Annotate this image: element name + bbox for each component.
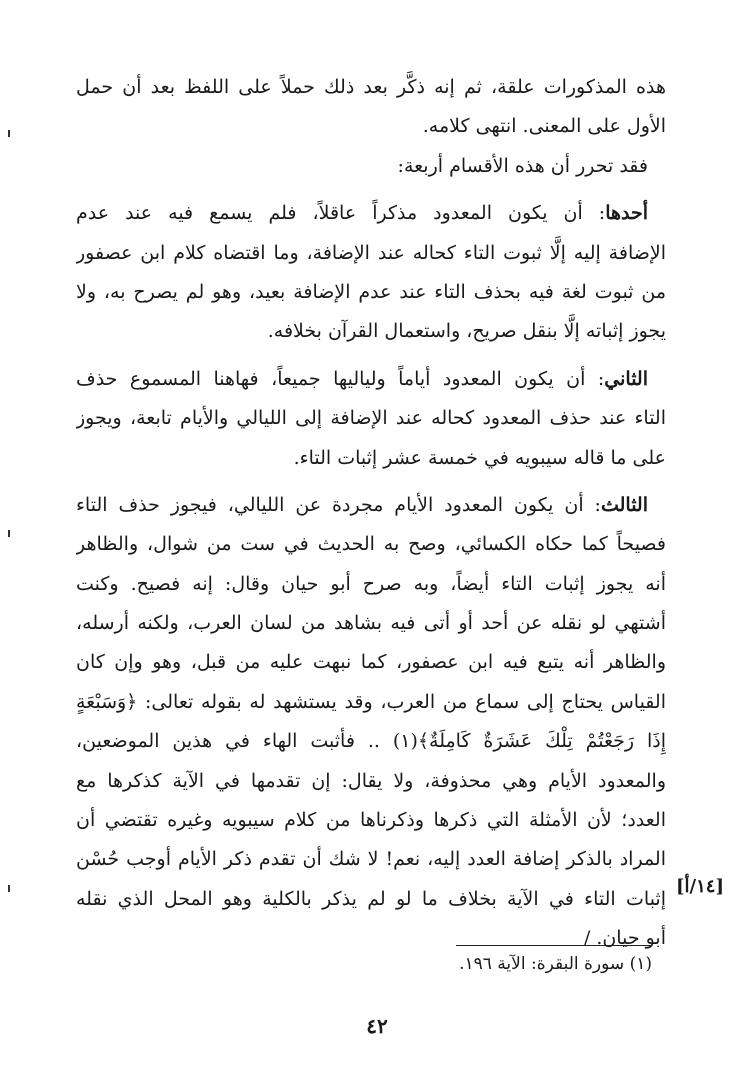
text-line: [76, 486, 666, 525]
text-line: إثبات التاء في الآية بخلاف ما لو لم يذكر بالكلية وهو المحل الذي نقله: [76, 887, 666, 910]
edge-mark: [8, 530, 10, 537]
footnote: (١) سورة البقرة: الآية ١٩٦.: [459, 954, 652, 974]
text-line: أنه يجوز إثبات التاء أيضاً، وبه صرح أبو حيان وقال: إنه فصيح. وكنت: [76, 572, 666, 595]
text-line: الإضافة إليه إلَّا ثبوت التاء كحاله عند الإضافة، وما اقتضاه كلام ابن عصفور: [76, 241, 666, 264]
text-line: والمعدود الأيام وهي محذوفة، ولا يقال: إن تقدمها في الآية كذكرها مع: [76, 769, 666, 792]
text-line: التاء عند حذف المعدود كحاله عند الإضافة إلى الليالي والأيام تابعة، ويجوز: [76, 407, 666, 430]
text-line: الأول على المعنى. انتهى كلامه.: [422, 115, 666, 138]
footnote-divider: [456, 945, 652, 946]
text-line: [76, 360, 666, 399]
text-line: المراد بالذكر إضافة العدد إليه، نعم! لا شك أن تقدم ذكر الأيام أوجب حُسْن: [76, 848, 666, 871]
text-line: أبو حيان. /: [583, 927, 666, 950]
edge-mark: [8, 885, 10, 892]
line-rest: : أن يكون المعدود الأيام مجردة عن الليالي، فيجوز حذف التاء: [76, 493, 601, 516]
text-line: والظاهر أنه يتبع فيه ابن عصفور، كما نبهت عليه من قبل، وهو وإن كان: [76, 651, 666, 674]
text-line: فقد تحرر أن هذه الأقسام أربعة:: [397, 154, 648, 177]
lead-word: الثاني: [604, 367, 648, 390]
text-line: فصيحاً كما حكاه الكسائي، وصح به الحديث في ست من شوال، والظاهر: [76, 533, 666, 556]
line-rest: : أن يكون المعدود مذكراً عاقلاً، فلم يسمع فيه عند عدم: [76, 202, 606, 225]
text-line: القياس يحتاج إلى سماع من العرب، وقد يستشهد له بقوله تعالى: ﴿وَسَبْعَةٍ: [76, 690, 666, 713]
text-line: هذه المذكورات علقة، ثم إنه ذكَّر بعد ذلك حملاً على اللفظ بعد أن حمل: [76, 76, 666, 98]
text-line: إِذَا رَجَعْتُمْ تِلْكَ عَشَرَةٌ كَامِلَةٌ﴾(١) .. فأثبت الهاء في هذين الموضعين،: [76, 730, 666, 753]
text-line: من ثبوت لغة فيه بحذف التاء عند عدم الإضافة بعيد، وهو لم يصرح به، ولا: [76, 280, 666, 303]
lead-word: الثالث: [600, 493, 648, 516]
text-line: [76, 194, 666, 233]
main-text: [76, 68, 666, 959]
line-rest: : أن يكون المعدود أياماً ولياليها جميعاً، فهاهنا المسموع حذف: [76, 367, 605, 390]
lead-word: أحدها: [605, 202, 648, 225]
text-line: يجوز إثباته إلَّا بنقل صريح، واستعمال القرآن بخلافه.: [267, 320, 666, 343]
page-number: ٤٢: [366, 1014, 388, 1038]
text-line: على ما قاله سيبويه في خمسة عشر إثبات التاء.: [293, 446, 666, 469]
edge-mark: [8, 130, 10, 137]
text-line: العدد؛ لأن الأمثلة التي ذكرها وذكرناها من كلام سيبويه وغيره تقتضي أن: [76, 809, 666, 832]
text-line: أشتهي لو نقله عن أحد أو أتى فيه بشاهد من لسان العرب، ولكنه أرسله،: [76, 612, 666, 635]
manuscript-folio-marker: [١٤/أ]: [676, 876, 724, 897]
